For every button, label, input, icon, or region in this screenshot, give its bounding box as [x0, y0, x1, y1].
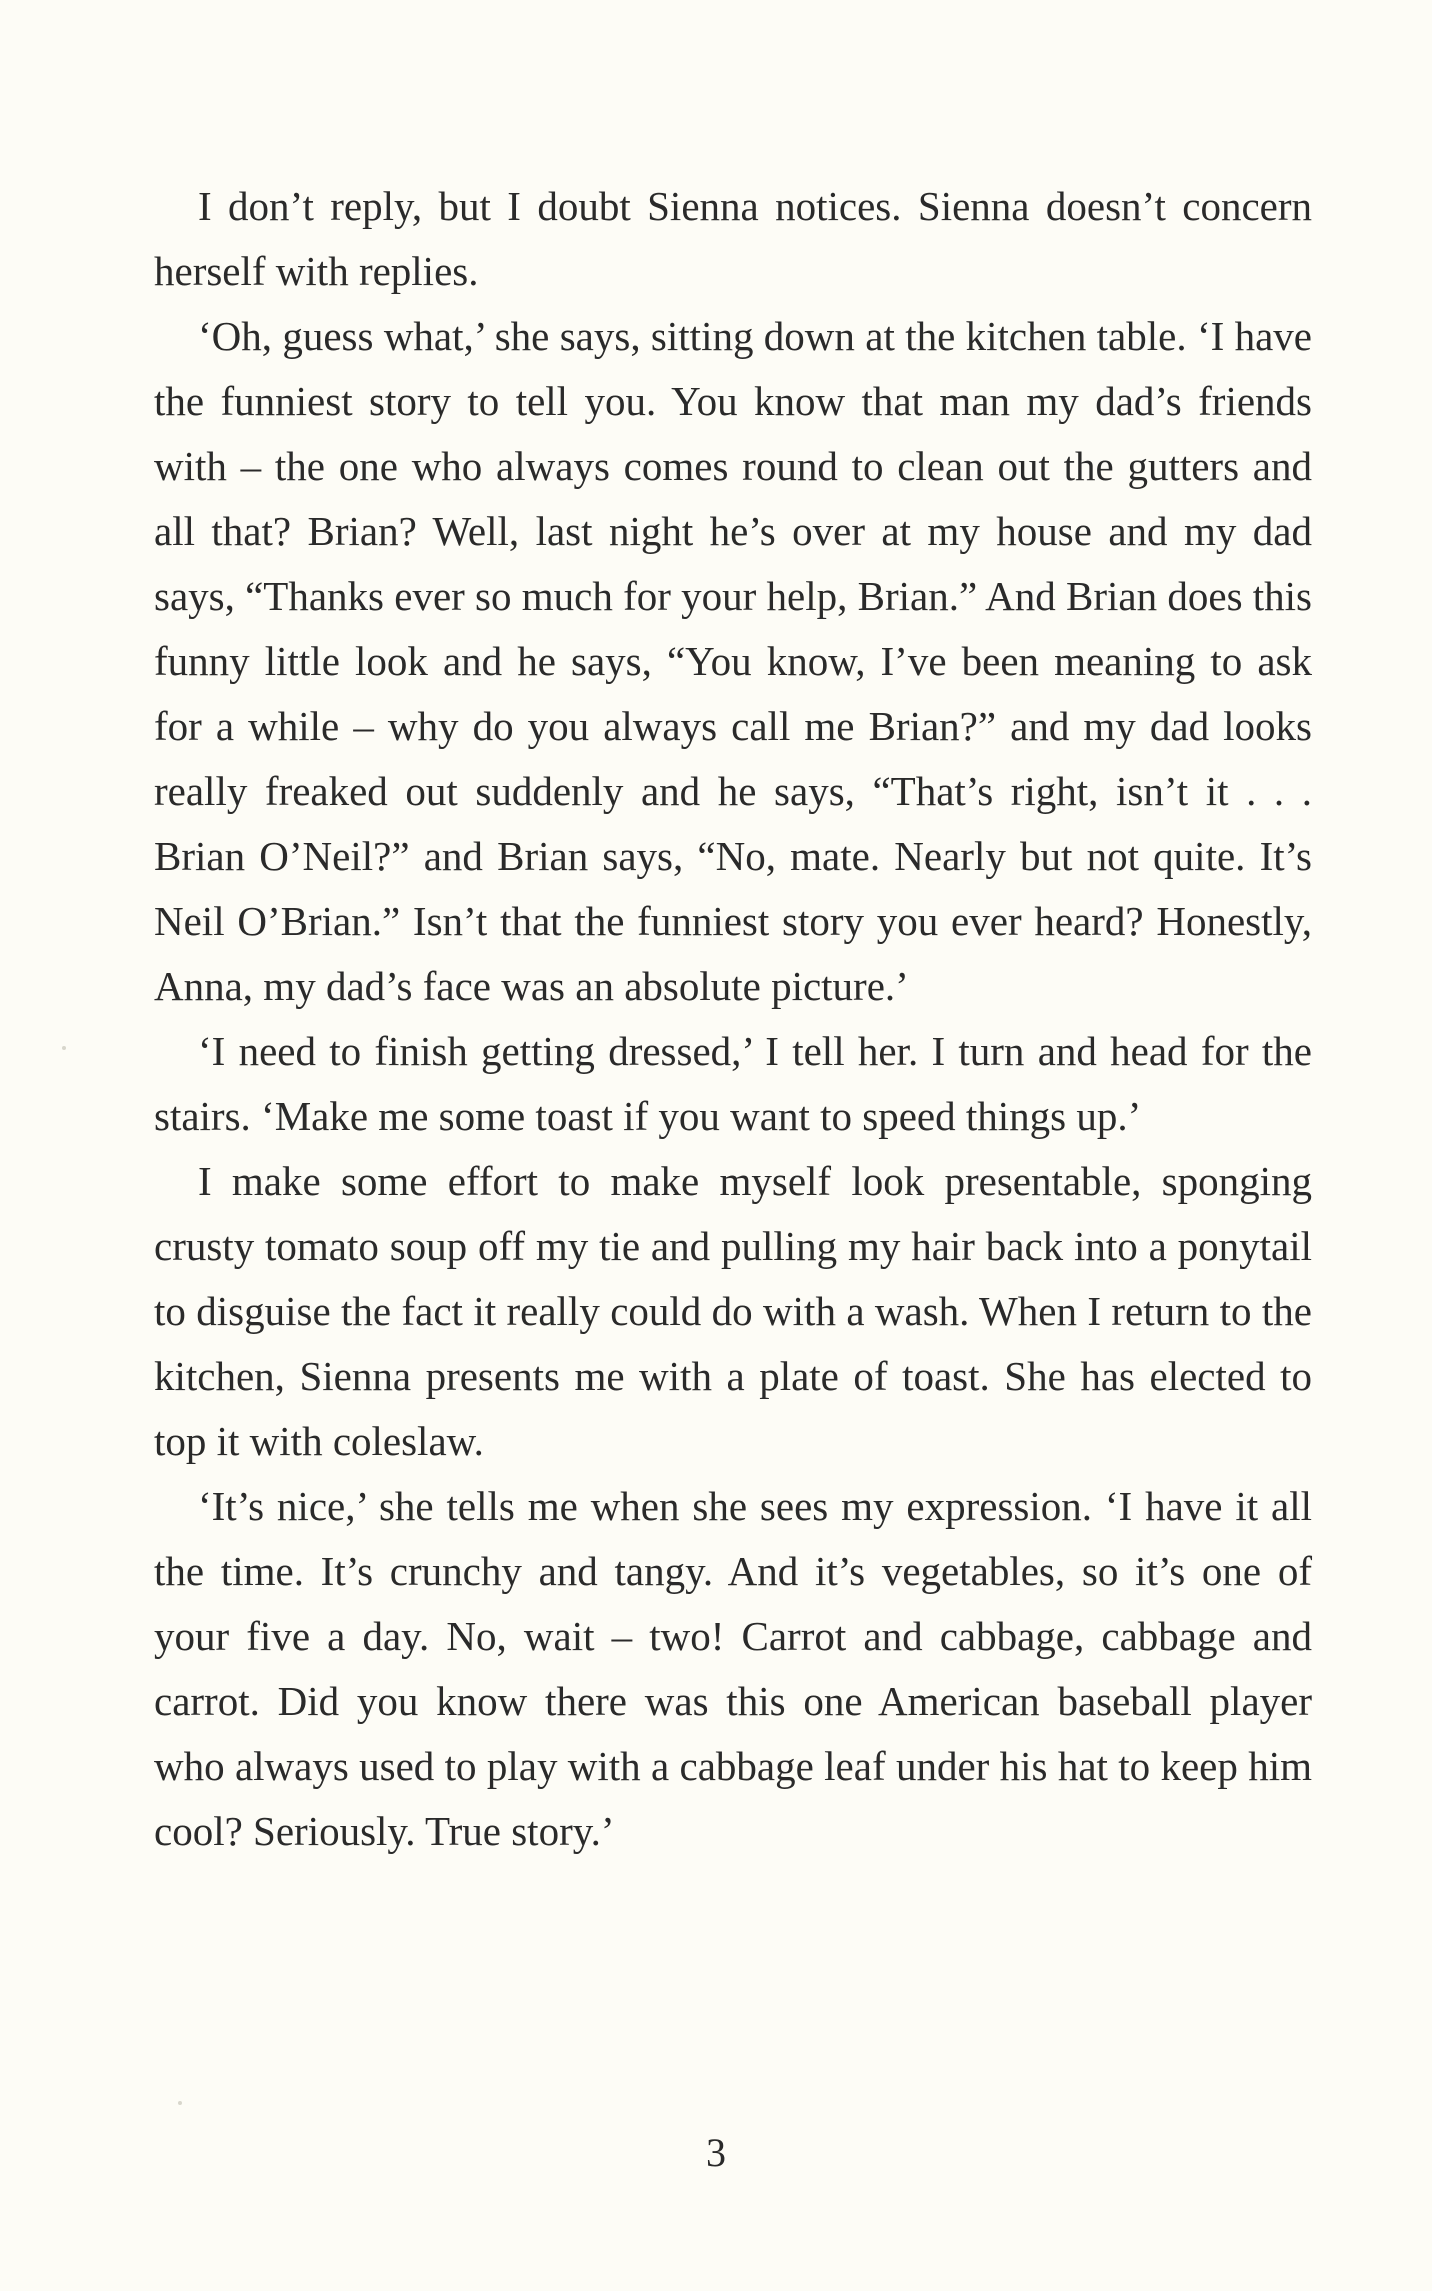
paragraph: ‘It’s nice,’ she tells me when she sees my expression. ‘I have it all the time. It’s crunchy and tangy. And it’s vegetables, so it’s one of your five a day. No, wait – two! Carrot and cabbage, cabbage and carrot. Did you know there was this one American baseball player who always used to play with a cabbage leaf under his hat to keep him cool? Seriously. True story.’ [154, 1483, 1312, 1854]
paper-speck [178, 2101, 182, 2105]
page-number: 3 [706, 2130, 726, 2175]
paragraph: I make some effort to make myself look presentable, sponging crusty tomato soup off my tie and pulling my hair back into a ponytail to disguise the fact it really could do with a wash. When I return to the kitchen, Sienna presents me with a plate of toast. She has elected to top it with coleslaw. [154, 1158, 1312, 1464]
paragraph: I don’t reply, but I doubt Sienna notices. Sienna doesn’t concern herself with replies. [154, 183, 1312, 294]
paragraph: ‘I need to finish getting dressed,’ I tell her. I turn and head for the stairs. ‘Make me some toast if you want to speed things up.’ [154, 1028, 1312, 1139]
paper-speck [62, 1046, 66, 1050]
paragraph: ‘Oh, guess what,’ she says, sitting down at the kitchen table. ‘I have the funniest story to tell you. You know that man my dad’s friends with – the one who always comes round to clean out the gutters and all that? Brian? Well, last night he’s over at my house and my dad says, “Thanks ever so much for your help, Brian.” And Brian does this funny little look and he says, “You know, I’ve been meaning to ask for a while – why do you always call me Brian?” and my dad looks really freaked out suddenly and he says, “That’s right, isn’t it . . . Brian O’Neil?” and Brian says, “No, mate. Nearly but not quite. It’s Neil O’Brian.” Isn’t that the funniest story you ever heard? Honestly, Anna, my dad’s face was an absolute picture.’ [154, 313, 1313, 1009]
body-text [154, 174, 1312, 1864]
